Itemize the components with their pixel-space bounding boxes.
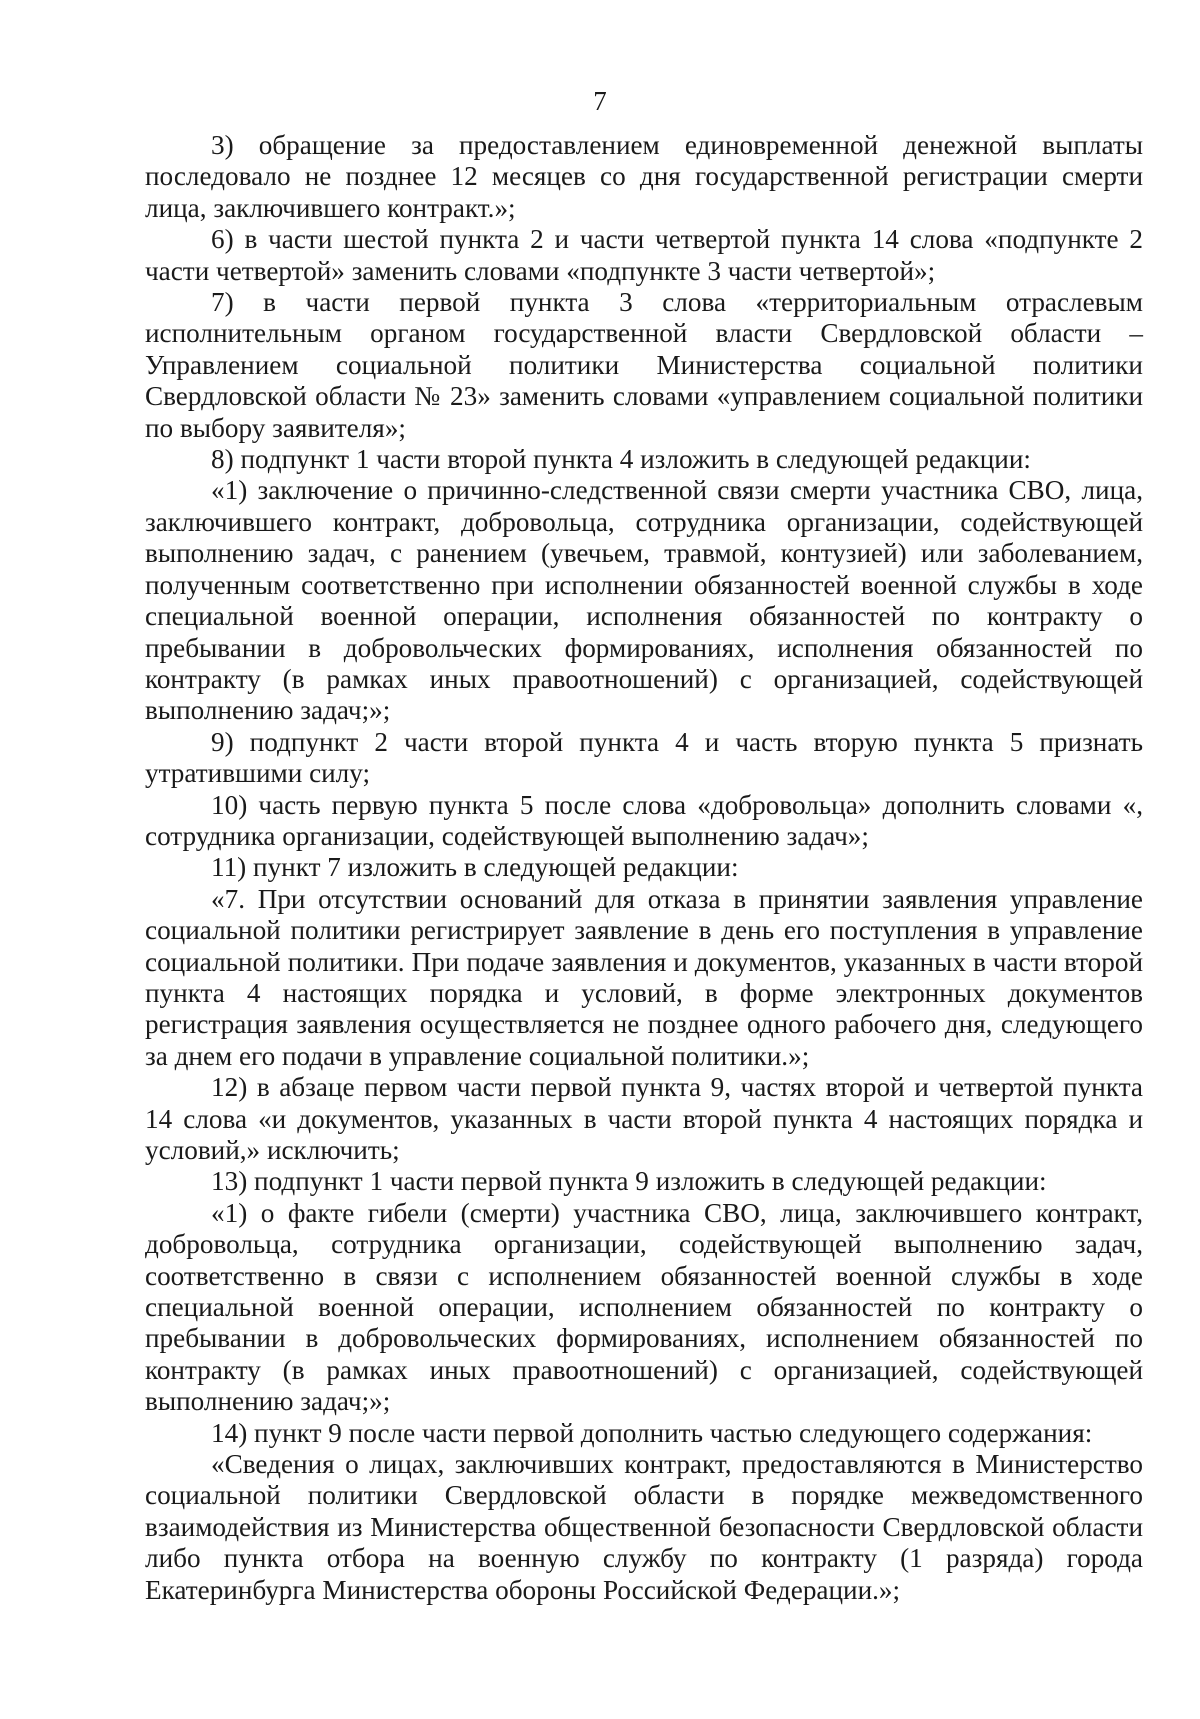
paragraph-item-6: 6) в части шестой пункта 2 и части четвертой пункта 14 слова «подпункте 2 части четвертой» заменить словами «подпункте 3 части четвертой»; bbox=[145, 224, 1143, 286]
page-number: 7 bbox=[593, 86, 607, 116]
paragraph-quote-information: «Сведения о лицах, заключивших контракт, предоставляются в Министерство социальной политики Свердловской области в порядке межведомственного взаимодействия из Министерства общественной безопасности Свердловской области либо пункта отбора на военную службу по контракту (1 разряда) города Екатеринбурга Министерства обороны Российской Федерации.»; bbox=[145, 1449, 1143, 1605]
paragraph-item-9: 9) подпункт 2 части второй пункта 4 и часть вторую пункта 5 признать утратившими силу; bbox=[145, 726, 1143, 789]
paragraph-item-3: 3) обращение за предоставлением единовременной денежной выплаты последовало не позднее 12 месяцев со дня государственной регистрации смерти лица, заключившего контракт.»; bbox=[145, 130, 1143, 223]
paragraph-quote-subpoint-1-death: «1) о факте гибели (смерти) участника СВО, лица, заключившего контракт, добровольца, сотрудника организации, содействующей выполнению задач, соответственно в связи с исполнением обязанностей военной службы в ходе специальной военной операции, исполнением обязанностей по контракту о пребывании в добровольческих формированиях, исполнением обязанностей по контракту (в рамках иных правоотношений) с организацией, содействующей выполнению задач;»; bbox=[145, 1197, 1143, 1417]
document-body bbox=[145, 130, 1143, 1606]
paragraph-item-12: 12) в абзаце первом части первой пункта 9, частях второй и четвертой пункта 14 слова «и документов, указанных в части второй пункта 4 настоящих порядка и условий,» исключить; bbox=[145, 1072, 1143, 1165]
paragraph-quote-point-7: «7. При отсутствии оснований для отказа в принятии заявления управление социальной политики регистрирует заявление в день его поступления в управление социальной политики. При подаче заявления и документов, указанных в части второй пункта 4 настоящих порядка и условий, в форме электронных документов регистрация заявления осуществляется не позднее одного рабочего дня, следующего за днем его подачи в управление социальной политики.»; bbox=[145, 883, 1143, 1071]
paragraph-item-14: 14) пункт 9 после части первой дополнить частью следующего содержания: bbox=[211, 1417, 1093, 1448]
paragraph-item-13: 13) подпункт 1 части первой пункта 9 изложить в следующей редакции: bbox=[211, 1166, 1047, 1197]
paragraph-item-8: 8) подпункт 1 части второй пункта 4 изложить в следующей редакции: bbox=[211, 444, 1031, 475]
paragraph-item-7: 7) в части первой пункта 3 слова «территориальным отраслевым исполнительным органом государственной власти Свердловской области – Управлением социальной политики Министерства социальной политики Свердловской области № 23» заменить словами «управлением социальной политики по выбору заявителя»; bbox=[145, 287, 1143, 443]
paragraph-quote-subpoint-1: «1) заключение о причинно-следственной связи смерти участника СВО, лица, заключившего контракт, добровольца, сотрудника организации, содействующей выполнению задач, с ранением (увечьем, травмой, контузией) или заболеванием, полученным соответственно при исполнении обязанностей военной службы в ходе специальной военной операции, исполнения обязанностей по контракту о пребывании в добровольческих формированиях, исполнения обязанностей по контракту (в рамках иных правоотношений) с организацией, содействующей выполнению задач;»; bbox=[145, 475, 1143, 726]
paragraph-item-10: 10) часть первую пункта 5 после слова «добровольца» дополнить словами «, сотрудника организации, содействующей выполнению задач»; bbox=[145, 789, 1143, 851]
paragraph-item-11: 11) пункт 7 изложить в следующей редакции: bbox=[211, 852, 739, 883]
